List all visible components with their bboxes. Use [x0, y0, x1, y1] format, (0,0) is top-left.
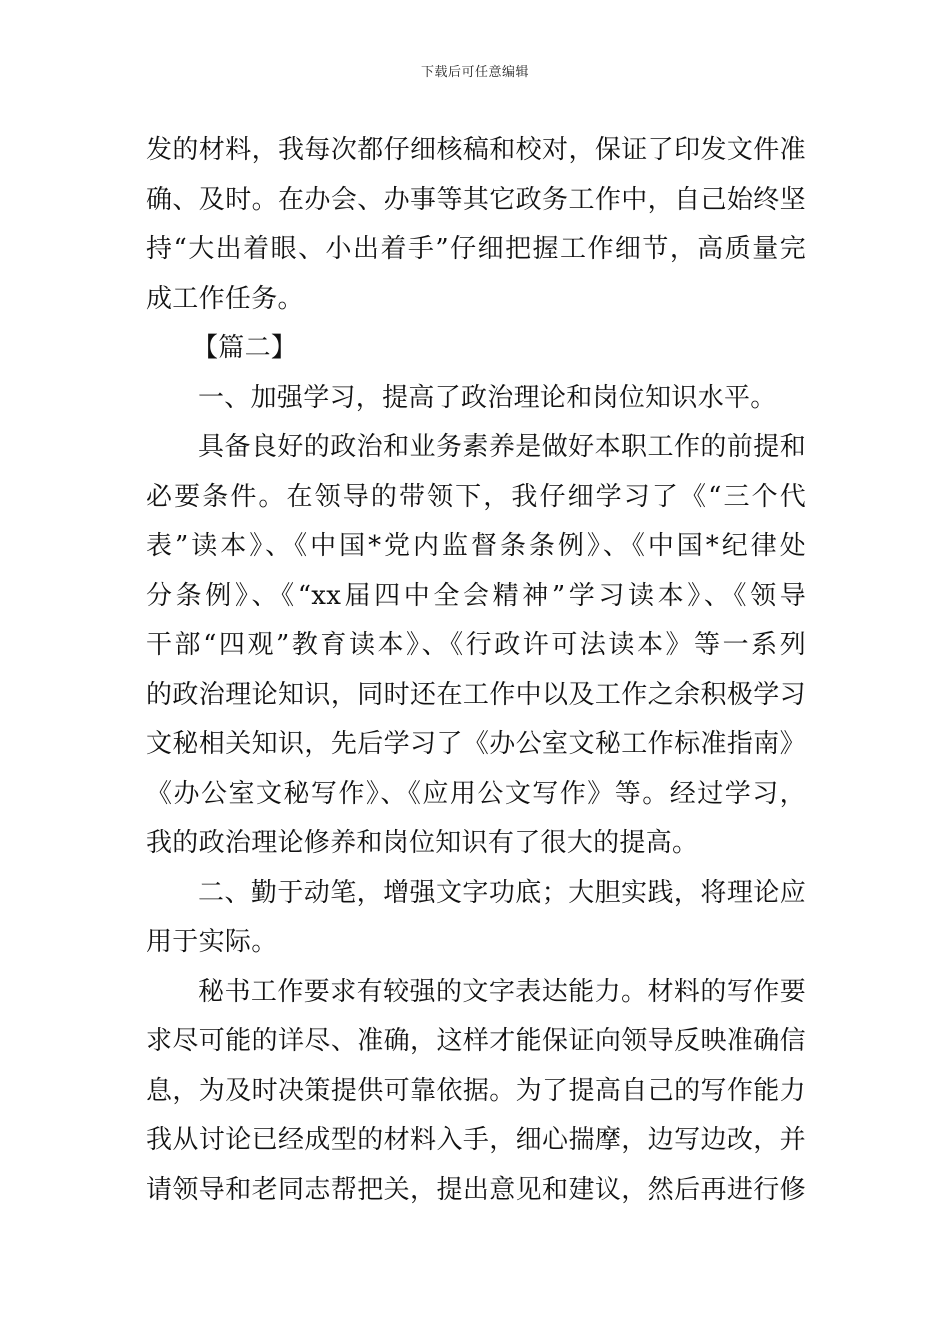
text-line: 文秘相关知识，先后学习了《办公室文秘工作标准指南》 — [146, 729, 806, 759]
text-line: 《办公室文秘写作》、《应用公文写作》等。经过学习， — [146, 778, 806, 809]
text-line: 具备良好的政治和业务素养是做好本职工作的前提和 — [198, 432, 806, 462]
text-line: 请领导和老同志帮把关，提出意见和建议，然后再进行修 — [146, 1174, 806, 1205]
text-line: 成工作任务。 — [146, 283, 304, 314]
text-line: 息，为及时决策提供可靠依据。为了提高自己的写作能力 — [146, 1075, 806, 1106]
text-line: 干部“四观”教育读本》、《行政许可法读本》等一系列 — [146, 630, 806, 660]
subsection-heading: 一、加强学习，提高了政治理论和岗位知识水平。 — [198, 382, 777, 413]
body-text — [146, 126, 806, 1215]
text-line: 秘书工作要求有较强的文字表达能力。材料的写作要 — [198, 976, 806, 1007]
text-line: 用于实际。 — [146, 927, 278, 957]
text-line: 表”读本》、《中国*党内监督条条例》、《中国*纪律处 — [146, 531, 806, 561]
text-line: 我的政治理论修养和岗位知识有了很大的提高。 — [146, 828, 699, 858]
section-heading: 【篇二】 — [192, 333, 298, 363]
text-line: 我从讨论已经成型的材料入手，细心揣摩，边写边改，并 — [146, 1125, 806, 1155]
text-line: 确、及时。在办会、办事等其它政务工作中，自己始终坚 — [146, 184, 806, 215]
text-line: 发的材料，我每次都仔细核稿和校对，保证了印发文件准 — [146, 135, 806, 165]
text-line: 持“大出着眼、小出着手”仔细把握工作细节，高质量完 — [146, 234, 806, 264]
page-header: 下载后可任意编辑 — [420, 65, 529, 80]
text-line: 的政治理论知识，同时还在工作中以及工作之余积极学习 — [146, 679, 806, 710]
subsection-heading: 二、勤于动笔，增强文字功底；大胆实践，将理论应 — [198, 877, 806, 908]
text-line: 分条例》、《“xx届四中全会精神”学习读本》、《领导 — [146, 580, 806, 611]
text-line: 求尽可能的详尽、准确，这样才能保证向领导反映准确信 — [146, 1026, 806, 1056]
text-line: 必要条件。在领导的带领下，我仔细学习了《“三个代 — [146, 481, 806, 512]
